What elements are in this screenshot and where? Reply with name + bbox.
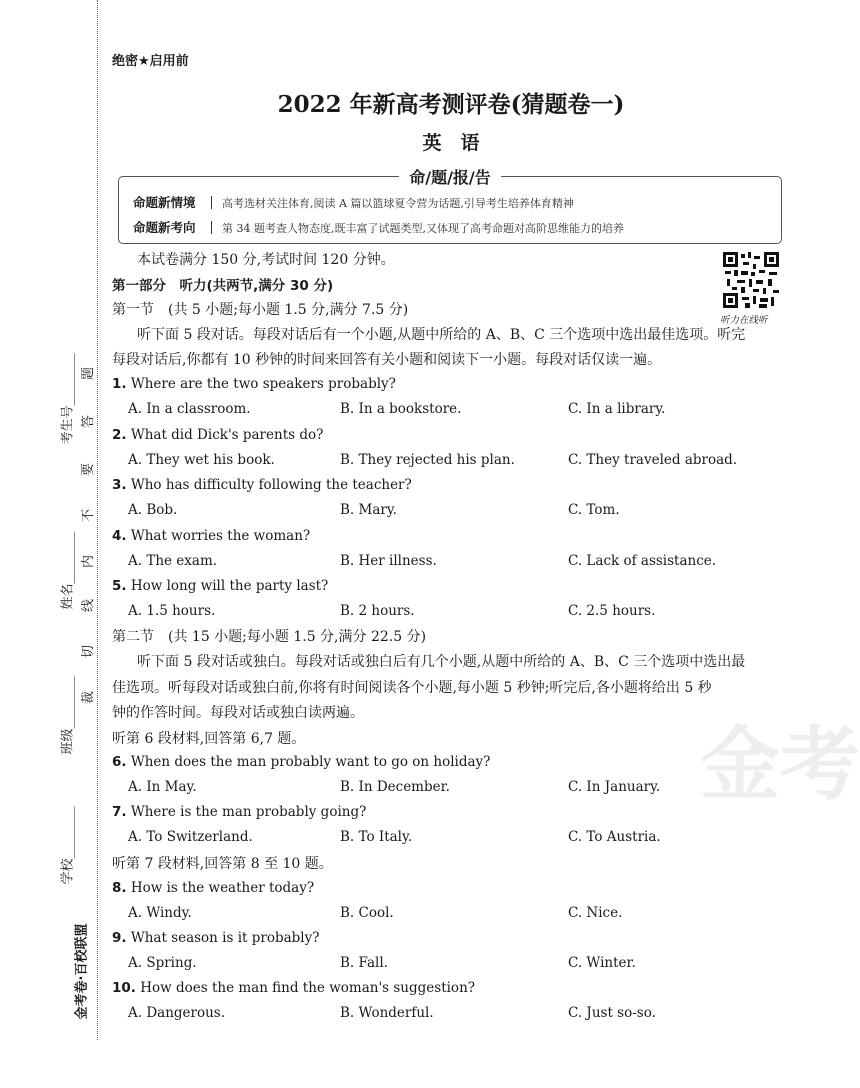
section2-instructions: 听下面 5 段对话或独白。每段对话或独白后有几个小题,从题中所给的 A、B、C 三个选项中选出最 bbox=[137, 654, 746, 670]
cut-char: 不 bbox=[81, 508, 97, 523]
question-4 bbox=[112, 528, 310, 544]
class-field[interactable]: 班级________ bbox=[60, 676, 76, 755]
option-a[interactable]: A. To Switzerland. bbox=[128, 829, 253, 845]
name-field[interactable]: 姓名________ bbox=[60, 531, 76, 610]
option-b[interactable]: B. Her illness. bbox=[340, 553, 437, 569]
question-1 bbox=[112, 376, 396, 392]
section1-instructions: 听下面 5 段对话。每段对话后有一个小题,从题中所给的 A、B、C 三个选项中选出最佳选项。听完 bbox=[137, 327, 746, 343]
question-number: 5. bbox=[112, 578, 127, 594]
question-text: How long will the party last? bbox=[130, 578, 329, 594]
section2-instructions: 钟的作答时间。每段对话或独白读两遍。 bbox=[112, 705, 364, 721]
confidential-label: 绝密★启用前 bbox=[112, 54, 189, 69]
option-a[interactable]: A. 1.5 hours. bbox=[128, 603, 216, 619]
qr-caption: 听力在线听 bbox=[720, 315, 768, 326]
option-c[interactable]: C. They traveled abroad. bbox=[568, 452, 738, 468]
option-b[interactable]: B. In a bookstore. bbox=[340, 401, 462, 417]
option-b[interactable]: B. Wonderful. bbox=[340, 1005, 434, 1021]
cut-char: 内 bbox=[81, 554, 97, 569]
option-c[interactable]: C. Tom. bbox=[568, 502, 620, 518]
option-c[interactable]: C. Lack of assistance. bbox=[568, 553, 717, 569]
cut-char: 线 bbox=[81, 598, 97, 613]
question-text: How does the man find the woman's suggestion? bbox=[140, 980, 475, 996]
option-b[interactable]: B. To Italy. bbox=[340, 829, 413, 845]
question-text: When does the man probably want to go on holiday? bbox=[130, 754, 491, 770]
report-row bbox=[133, 218, 624, 236]
option-a[interactable]: A. In May. bbox=[128, 779, 197, 795]
question-text: Where is the man probably going? bbox=[130, 804, 367, 820]
question-6 bbox=[112, 754, 490, 770]
option-c[interactable]: C. Winter. bbox=[568, 955, 636, 971]
report-row bbox=[133, 193, 574, 211]
option-c[interactable]: C. Nice. bbox=[568, 905, 623, 921]
cut-char: 切 bbox=[81, 644, 97, 659]
option-b[interactable]: B. Fall. bbox=[340, 955, 388, 971]
section1-instructions: 每段对话后,你都有 10 秒钟的时间来回答有关小题和阅读下一小题。每段对话仅读一遍。 bbox=[112, 352, 662, 368]
subject-title: 英 语 bbox=[422, 132, 480, 154]
report-box bbox=[118, 168, 782, 244]
question-7 bbox=[112, 804, 366, 820]
report-value: 高考选材关注体育,阅读 A 篇以篮球夏令营为话题,引导考生培养体育精神 bbox=[222, 197, 574, 210]
question-number: 9. bbox=[112, 930, 127, 946]
report-value: 第 34 题考查人物态度,既丰富了试题类型,又体现了高考命题对高阶思维能力的培养 bbox=[222, 222, 624, 235]
question-2 bbox=[112, 427, 323, 443]
question-9 bbox=[112, 930, 319, 946]
report-key: 命题新情境 bbox=[133, 195, 196, 210]
cut-line-divider bbox=[97, 0, 98, 1040]
option-b[interactable]: B. Mary. bbox=[340, 502, 397, 518]
brand-label: 金考卷·百校联盟 bbox=[74, 923, 90, 1020]
question-text: What did Dick's parents do? bbox=[130, 427, 324, 443]
question-text: Where are the two speakers probably? bbox=[130, 376, 396, 392]
part1-heading: 第一部分 听力(共两节,满分 30 分) bbox=[112, 278, 334, 294]
option-a[interactable]: A. In a classroom. bbox=[128, 401, 251, 417]
question-number: 8. bbox=[112, 880, 127, 896]
exam-id-label: 考生号 bbox=[60, 405, 76, 445]
cut-char: 要 bbox=[81, 462, 97, 477]
option-a[interactable]: A. Dangerous. bbox=[128, 1005, 226, 1021]
option-a[interactable]: A. They wet his book. bbox=[128, 452, 275, 468]
question-number: 6. bbox=[112, 754, 127, 770]
question-number: 3. bbox=[112, 477, 127, 493]
watermark: 金考 bbox=[700, 717, 860, 811]
cut-char: 裁 bbox=[81, 690, 97, 705]
question-number: 7. bbox=[112, 804, 127, 820]
option-c[interactable]: C. 2.5 hours. bbox=[568, 603, 656, 619]
report-key: 命题新考向 bbox=[133, 220, 196, 235]
question-text: How is the weather today? bbox=[130, 880, 315, 896]
question-10 bbox=[112, 980, 475, 996]
option-c[interactable]: C. In a library. bbox=[568, 401, 666, 417]
question-text: What worries the woman? bbox=[130, 528, 311, 544]
qr-code-icon[interactable] bbox=[723, 252, 779, 308]
option-b[interactable]: B. They rejected his plan. bbox=[340, 452, 515, 468]
option-a[interactable]: A. The exam. bbox=[128, 553, 218, 569]
option-c[interactable]: C. To Austria. bbox=[568, 829, 661, 845]
question-number: 2. bbox=[112, 427, 127, 443]
question-number: 10. bbox=[112, 980, 136, 996]
exam-id-field[interactable]: 考生号________ bbox=[60, 353, 76, 445]
material-7-note: 听第 7 段材料,回答第 8 至 10 题。 bbox=[112, 856, 333, 872]
question-text: Who has difficulty following the teacher? bbox=[130, 477, 412, 493]
question-text: What season is it probably? bbox=[130, 930, 320, 946]
option-a[interactable]: A. Windy. bbox=[128, 905, 192, 921]
exam-title: 2022 年新高考测评卷(猜题卷一) bbox=[277, 91, 625, 118]
intro-text: 本试卷满分 150 分,考试时间 120 分钟。 bbox=[137, 252, 395, 268]
option-a[interactable]: A. Spring. bbox=[128, 955, 197, 971]
cut-char: 题 bbox=[81, 366, 97, 381]
section2-instructions: 佳选项。听每段对话或独白前,你将有时间阅读各个小题,每小题 5 秒钟;听完后,各小题将给出 5 秒 bbox=[112, 680, 712, 696]
question-5 bbox=[112, 578, 328, 594]
material-6-note: 听第 6 段材料,回答第 6,7 题。 bbox=[112, 731, 306, 747]
option-c[interactable]: C. Just so-so. bbox=[568, 1005, 656, 1021]
section1-heading: 第一节 (共 5 小题;每小题 1.5 分,满分 7.5 分) bbox=[112, 302, 409, 318]
class-label: 班级 bbox=[60, 728, 76, 755]
report-title: 命/题/报/告 bbox=[399, 168, 501, 187]
school-field[interactable]: 学校________ bbox=[60, 806, 76, 885]
school-label: 学校 bbox=[60, 858, 76, 885]
option-a[interactable]: A. Bob. bbox=[128, 502, 178, 518]
question-8 bbox=[112, 880, 314, 896]
cut-char: 答 bbox=[81, 414, 97, 429]
option-b[interactable]: B. In December. bbox=[340, 779, 450, 795]
question-3 bbox=[112, 477, 412, 493]
name-label: 姓名 bbox=[60, 583, 76, 610]
question-number: 1. bbox=[112, 376, 127, 392]
option-c[interactable]: C. In January. bbox=[568, 779, 661, 795]
option-b[interactable]: B. 2 hours. bbox=[340, 603, 415, 619]
question-number: 4. bbox=[112, 528, 127, 544]
section2-heading: 第二节 (共 15 小题;每小题 1.5 分,满分 22.5 分) bbox=[112, 629, 427, 645]
option-b[interactable]: B. Cool. bbox=[340, 905, 394, 921]
